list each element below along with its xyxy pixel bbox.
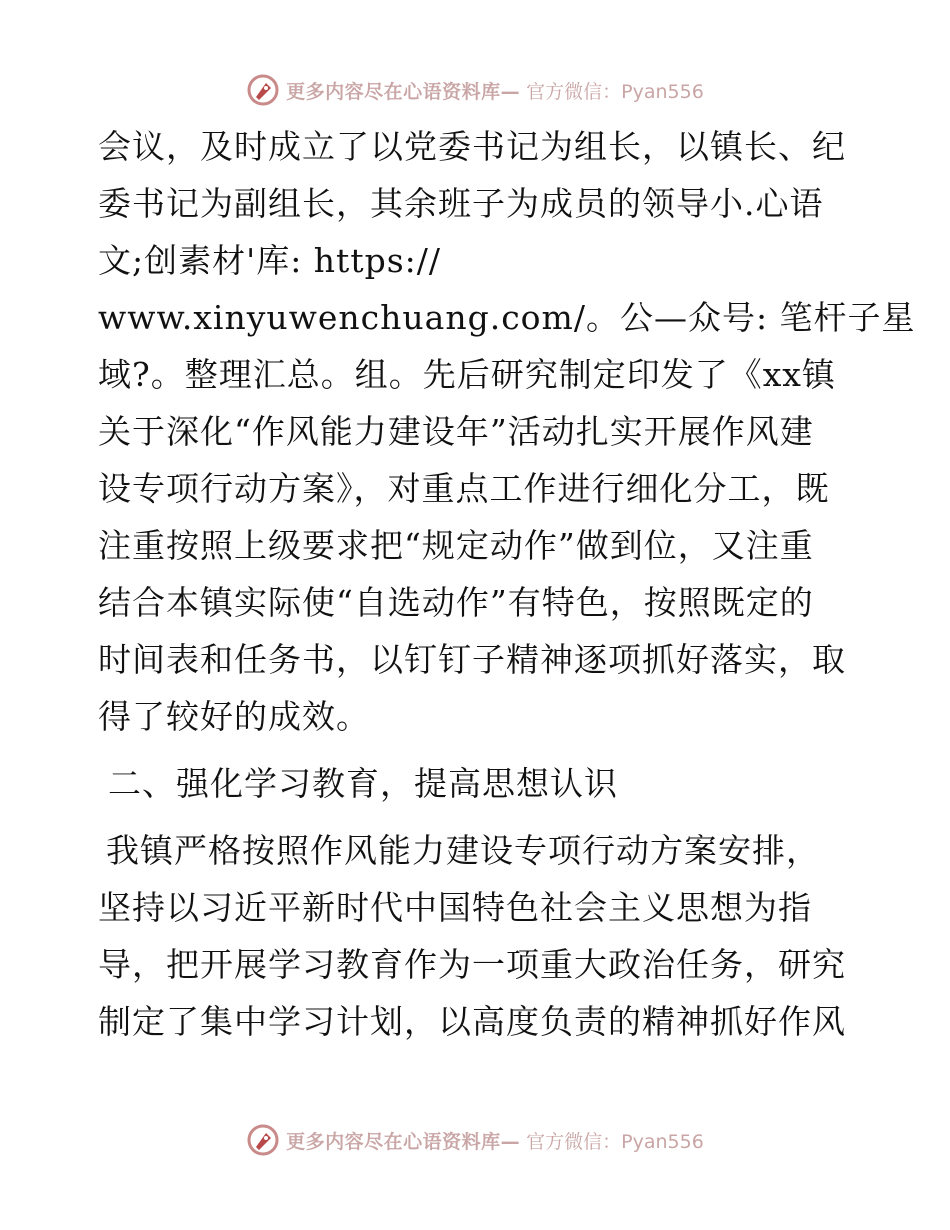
text-line: 时间表和任务书，以钉钉子精神逐项抓好落实，取 [98,640,846,679]
text-line: 得了较好的成效。 [98,697,370,736]
pen-nib-logo-icon [246,73,280,107]
text-line: 委书记为副组长，其余班子为成员的领导小.心语 [98,184,824,223]
text-line: 域?。整理汇总。组。先后研究制定印发了《xx镇 [98,355,836,394]
text-line: 会议，及时成立了以党委书记为组长，以镇长、纪 [98,127,846,166]
text-line: 导，把开展学习教育作为一项重大政治任务，研究 [98,945,846,984]
text-line: 关于深化“作风能力建设年”活动扎实开展作风建 [98,412,814,451]
text-line: 我镇严格按照作风能力建设专项行动方案安排， [106,831,820,870]
text-line: www.xinyuwenchuang.com/。公—众号: 笔杆子星 [98,298,916,337]
header-watermark [0,70,950,110]
section-heading: 二、强化学习教育，提高思想认识 [108,764,618,803]
text-line: 坚持以习近平新时代中国特色社会主义思想为指 [98,888,812,927]
pen-nib-logo-icon [246,1123,280,1157]
text-line: 制定了集中学习计划，以高度负责的精神抓好作风 [98,1002,846,1041]
text-line: 文;创素材'库: https:// [98,241,441,280]
watermark-text: 更多内容尽在心语资料库— [286,80,521,103]
footer-watermark [0,1120,950,1160]
text-line: 设专项行动方案》，对重点工作进行细化分工，既 [98,469,830,508]
document-body [98,118,916,1050]
text-line: 结合本镇实际使“自选动作”有特色，按照既定的 [98,583,814,622]
text-line: 注重按照上级要求把“规定动作”做到位，又注重 [98,526,814,565]
watermark-contact: 官方微信：Pyan556 [526,1130,704,1153]
watermark-text: 更多内容尽在心语资料库— [286,1130,521,1153]
watermark-contact: 官方微信：Pyan556 [526,80,704,103]
